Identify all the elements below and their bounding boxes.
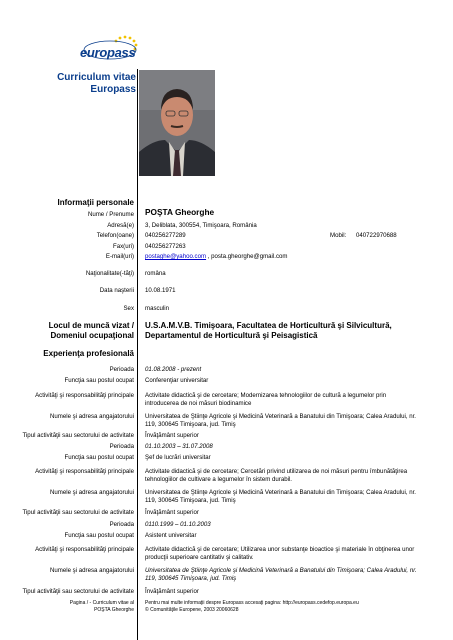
- fax-value: 040256277263: [145, 243, 186, 250]
- profile-photo: [139, 70, 215, 176]
- entry3-activities-2: producţii superioare cantitativ şi calitativ.: [145, 554, 254, 561]
- entry3-position: Asistent universitar: [145, 532, 197, 539]
- logo-text: europass: [80, 45, 136, 60]
- entry1-sector: Învăţământ superior: [145, 432, 199, 439]
- entry1-activities-1: Activitate didactică şi de cercetare; Modernizarea tehnologiilor de cultură a legumelor prin: [145, 392, 387, 399]
- cv-subtitle: Europass: [90, 84, 136, 95]
- dob-label: Data naşterii: [99, 287, 134, 294]
- address-label: Adresă(e): [107, 222, 134, 229]
- fax-label: Fax(uri): [113, 243, 134, 250]
- workplace-label-2: Domeniul ocupaţional: [50, 331, 134, 340]
- entry2-employer-1: Universitatea de Ştiinţe Agricole şi Medicină Veterinară a Banatului din Timişoara; Calea Aradului, nr.: [145, 489, 416, 496]
- employer-label: Numele şi adresa angajatorului: [49, 413, 134, 420]
- entry3-employer-1: Universitatea de Ştiinţe Agricole şi Medicină Veterinară a Banatului din Timişoara; Calea Aradului, nr.: [145, 567, 417, 574]
- entry2-activities-2: tehnologiilor de cultivare a legumelor în sistem durabil.: [145, 476, 293, 483]
- footer-left-2: POŞTA Gheorghe: [94, 607, 134, 613]
- entry2-period: 01.10.2003 – 31.07.2008: [145, 443, 213, 450]
- employer-label: Numele şi adresa angajatorului: [49, 489, 134, 496]
- entry3-sector: Învăţământ superior: [145, 588, 199, 595]
- entry2-activities-1: Activitate didactică şi de cercetare; Cercetări privind utilizarea de noi măsuri pentru îmbunătăţirea: [145, 468, 408, 475]
- employer-label: Numele şi adresa angajatorului: [49, 567, 134, 574]
- phone-label: Telefon(oane): [96, 232, 134, 239]
- nationality-label: Naţionalitate(-tăţi): [85, 270, 134, 277]
- footer-left-1: Pagina / - Curriculum vitae al: [69, 600, 134, 606]
- mobile-value: 040722970688: [356, 232, 397, 239]
- sector-label: Tipul activităţii sau sectorului de activitate: [22, 588, 134, 595]
- activities-label: Activităţi şi responsabilităţi principale: [35, 546, 134, 553]
- activities-label: Activităţi şi responsabilităţi principale: [35, 468, 134, 475]
- period-label: Perioada: [109, 521, 134, 528]
- sector-label: Tipul activităţii sau sectorului de activitate: [22, 509, 134, 516]
- footer-right-2: © Comunităţile Europene, 2003 20060628: [145, 607, 239, 613]
- personal-info-heading: Informaţii personale: [57, 198, 134, 207]
- position-label: Funcţia sau postul ocupat: [64, 454, 134, 461]
- entry1-activities-2: introducerea de noi măsuri biodinamice: [145, 400, 252, 407]
- address-value: 3, Deliblata, 300554, Timişoara, România: [145, 222, 257, 229]
- entry1-position: Conferenţiar universitar: [145, 377, 209, 384]
- activities-label: Activităţi şi responsabilităţi principale: [35, 392, 134, 399]
- entry2-sector: Învăţământ superior: [145, 509, 199, 516]
- entry1-period: 01.08.2008 - prezent: [145, 366, 202, 373]
- email-label: E-mail(uri): [105, 253, 134, 260]
- entry1-employer-2: 119, 300645 Timişoara, jud. Timiş: [145, 421, 236, 428]
- workplace-value-2: Departamentul de Horticultură şi Peisagistică: [145, 331, 318, 340]
- entry3-period: 0110.1999 – 01.10.2003: [145, 521, 211, 528]
- entry3-employer-2: 119, 300645 Timişoara, jud. Timiş: [145, 575, 237, 582]
- entry2-employer-2: 119, 300645 Timişoara, jud. Timiş: [145, 497, 236, 504]
- sex-value: masculin: [145, 305, 170, 312]
- europass-logo: [80, 33, 142, 69]
- email-secondary: , posta.gheorghe@gmail.com: [206, 253, 288, 260]
- workplace-value-1: U.S.A.M.V.B. Timişoara, Facultatea de Horticultură şi Silvicultură,: [145, 321, 392, 330]
- mobile-label: Mobil:: [330, 232, 347, 239]
- period-label: Perioada: [109, 443, 134, 450]
- name-label: Nume / Prenume: [87, 211, 134, 218]
- footer-right-1: Pentru mai multe informaţii despre Europass accesaţi pagina: http://europass.cedefop.europa.eu: [145, 600, 359, 606]
- email-value: [145, 253, 287, 261]
- position-label: Funcţia sau postul ocupat: [64, 377, 134, 384]
- dob-value: 10.08.1971: [145, 287, 176, 294]
- nationality-value: româna: [145, 270, 166, 277]
- workplace-label-1: Locul de muncă vizat /: [48, 321, 134, 330]
- entry3-activities-1: Activitate didactică şi de cercetare; Utilizarea unor substanţe bioactice şi materiale în obţinerea unor: [145, 546, 415, 553]
- phone-value: 040256277289: [145, 232, 186, 239]
- position-label: Funcţia sau postul ocupat: [64, 532, 134, 539]
- sector-label: Tipul activităţii sau sectorului de activitate: [22, 432, 134, 439]
- entry2-position: Şef de lucrări universitar: [145, 454, 211, 461]
- sex-label: Sex: [123, 305, 134, 312]
- period-label: Perioada: [109, 366, 134, 373]
- experience-heading: Experienţa profesională: [43, 349, 134, 358]
- cv-title: Curriculum vitae: [57, 72, 136, 83]
- column-divider: [137, 69, 138, 640]
- email-link[interactable]: postaghe@yahoo.com: [145, 253, 207, 260]
- entry1-employer-1: Universitatea de Ştiinţe Agricole şi Medicină Veterinară a Banatului din Timişoara; Calea Aradului, nr.: [145, 413, 416, 420]
- full-name: POŞTA Gheorghe: [145, 207, 215, 217]
